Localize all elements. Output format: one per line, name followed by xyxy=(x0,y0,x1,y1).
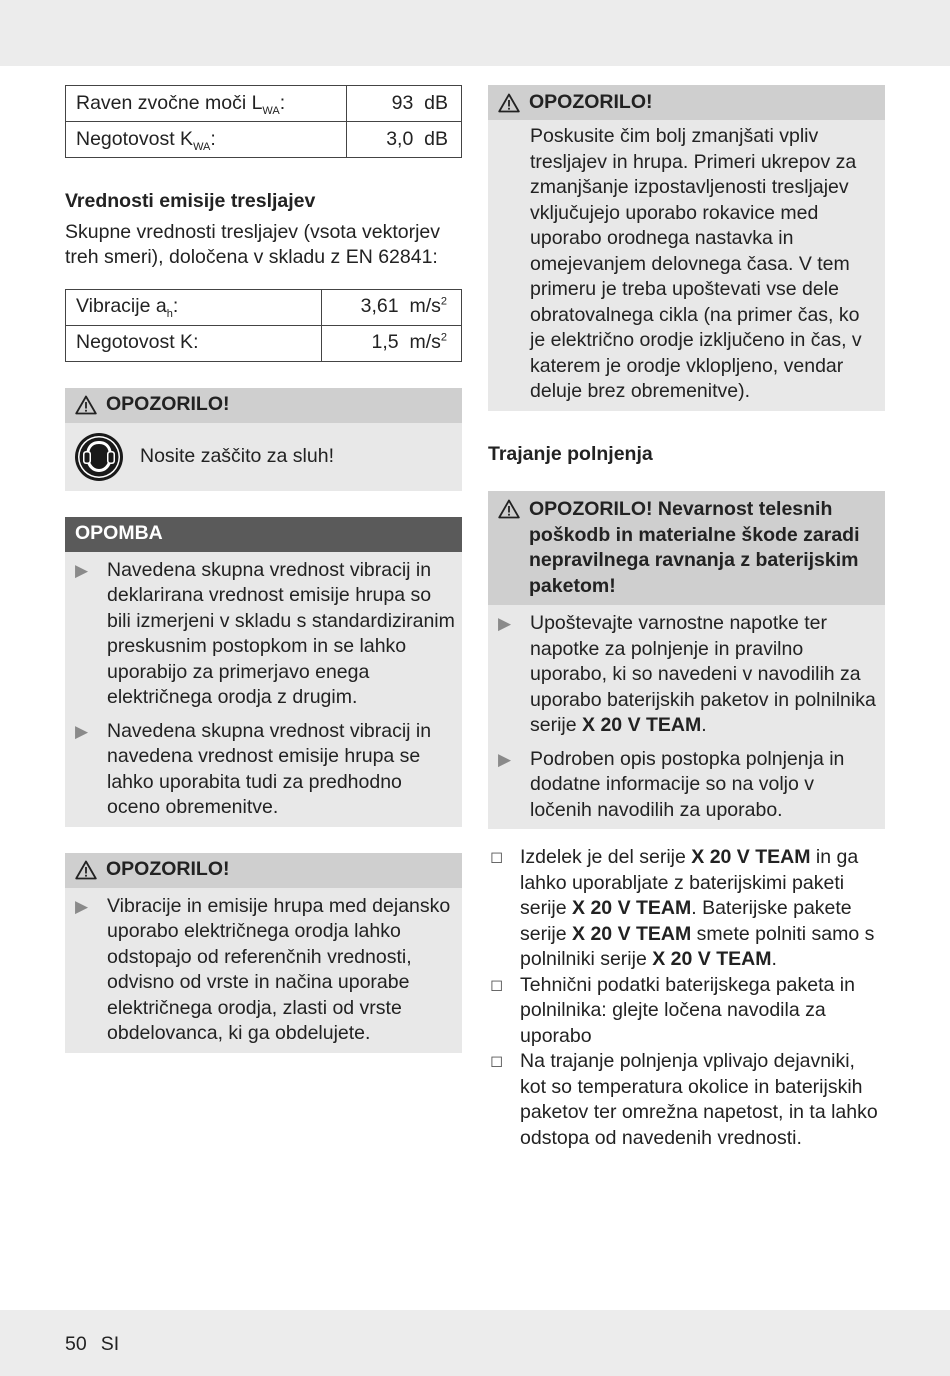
vibration-text: Skupne vrednosti tresljajev (vsota vektorjev treh smeri), določena v skladu z EN 62841: xyxy=(65,220,441,268)
checklist-item-text xyxy=(520,845,885,973)
arrow-bullet-icon: ▶ xyxy=(498,749,512,769)
noise-value: 93 dB xyxy=(347,86,462,122)
vibration-value: 1,5 m/s xyxy=(371,331,441,354)
page-footer xyxy=(65,1332,133,1358)
hearing-warning-box xyxy=(65,388,462,491)
vibration-label-suffix: : xyxy=(172,295,179,318)
warning-item-text xyxy=(530,611,879,739)
warning-triangle-icon xyxy=(498,499,520,519)
list-item xyxy=(488,605,885,739)
arrow-bullet-icon: ▶ xyxy=(75,721,89,741)
vibration-heading: Vrednosti emisije tresljajev xyxy=(65,190,316,212)
noise-label-cell xyxy=(66,122,347,158)
hearing-row xyxy=(65,423,462,491)
item-text: Izdelek je del serije xyxy=(520,846,692,868)
noise-label: Negotovost K xyxy=(76,127,194,150)
item-text: smete polniti samo s polnilniki serije xyxy=(520,922,875,970)
warning-item-text: Podroben opis postopka polnjenja in dodatne informacije so na voljo v ločenih navodilih za uporabo. xyxy=(530,747,845,821)
item-text: . xyxy=(701,714,707,736)
hearing-text: Nosite zaščito za sluh! xyxy=(140,444,335,467)
note-box xyxy=(65,517,462,827)
vibration-label: Vibracije a xyxy=(76,295,167,318)
list-item xyxy=(488,739,885,824)
note-item-text: Navedena skupna vrednost vibracij in deklarirana vrednost emisije hrupa so bili izmerjeni v skladu s standardiziranim preskusnim postopkom in se lahko uporabijo za primerjavo enega električnega orodja z drugim. xyxy=(107,558,455,708)
table-row xyxy=(66,122,462,158)
item-text: in ga lahko uporabljate z baterijskimi paketi serije xyxy=(520,846,859,919)
charging-warning-box xyxy=(488,491,885,829)
ear-protection-icon xyxy=(74,432,124,482)
page-number: 50 xyxy=(65,1333,87,1355)
vibration-label-cell xyxy=(66,325,322,361)
series-name: X 20 V TEAM xyxy=(572,922,692,945)
item-text: . Baterijske pakete serije xyxy=(520,897,852,945)
vibration-label: Negotovost K: xyxy=(76,331,199,354)
warning-header xyxy=(488,85,885,120)
noise-label-suffix: : xyxy=(279,91,286,114)
table-row xyxy=(66,289,462,325)
vibration-warning-box xyxy=(65,853,462,1053)
warning-header xyxy=(488,491,885,605)
checkbox-icon: ◻ xyxy=(490,849,504,866)
vibration-value-sup: 2 xyxy=(440,295,447,308)
item-text: Upoštevajte varnostne napotke ter napotke za polnjenje in pravilno uporabo, ki so navedeni v navodilih za uporabo baterijskih paketov in polnilnika serije xyxy=(530,612,876,736)
warning-title: OPOZORILO! xyxy=(106,858,230,881)
list-item xyxy=(488,1049,885,1151)
noise-table xyxy=(65,85,462,158)
warning-title: OPOZORILO! xyxy=(529,90,653,113)
vibration-value: 3,61 m/s xyxy=(360,295,441,318)
header-band xyxy=(0,0,950,66)
right-column xyxy=(488,85,885,1151)
list-item xyxy=(488,973,885,1050)
list-item xyxy=(65,711,462,821)
series-name: X 20 V TEAM xyxy=(572,897,692,919)
warning-item-text: Vibracije in emisije hrupa med dejansko uporabo električnega orodja lahko odstopajo od referenčnih vrednosti, odvisno od vrste in načina uporabe električnega orodja, zlasti od vrste obdelovanca, ki ga obdelujete. xyxy=(107,894,451,1044)
series-name: X 20 V TEAM xyxy=(582,714,702,736)
arrow-bullet-icon: ▶ xyxy=(75,560,89,580)
series-name: X 20 V TEAM xyxy=(691,846,811,868)
warning-triangle-icon xyxy=(75,860,97,880)
arrow-bullet-icon: ▶ xyxy=(75,896,89,916)
footer-band xyxy=(0,1310,950,1376)
warning-header xyxy=(65,388,462,423)
warning-header xyxy=(65,853,462,888)
list-item xyxy=(488,845,885,973)
vibration-label-cell xyxy=(66,289,322,325)
note-header: OPOMBA xyxy=(65,517,462,552)
warning-triangle-icon xyxy=(498,93,520,113)
list-item xyxy=(65,888,462,1047)
vibration-value-cell xyxy=(322,289,462,325)
warning-triangle-icon xyxy=(75,395,97,415)
warning-title: OPOZORILO! Nevarnost telesnih poškodb in materialne škode zaradi nepravilnega ravnanja z baterijskim paketom! xyxy=(529,498,860,597)
vibration-label-sub: h xyxy=(166,308,173,321)
note-item-text: Navedena skupna vrednost vibracij in navedena vrednost emisije hrupa se lahko uporabita tudi za predhodno oceno obremenitve. xyxy=(107,719,432,818)
checklist xyxy=(488,845,885,1151)
reduce-warning-box xyxy=(488,85,885,411)
arrow-bullet-icon: ▶ xyxy=(498,614,512,633)
noise-label-suffix: : xyxy=(210,127,216,150)
checkbox-icon: ◻ xyxy=(490,1053,504,1070)
language-code: SI xyxy=(100,1333,120,1355)
vibration-table xyxy=(65,289,462,362)
noise-label-sub: WA xyxy=(262,104,280,117)
series-name: X 20 V TEAM xyxy=(652,948,772,970)
item-text: . xyxy=(771,948,777,970)
table-row xyxy=(66,86,462,122)
vibration-value-cell xyxy=(322,325,462,361)
charging-heading: Trajanje polnjenja xyxy=(488,442,653,465)
vibration-value-sup: 2 xyxy=(440,331,447,344)
table-row xyxy=(66,325,462,361)
noise-label: Raven zvočne moči L xyxy=(76,91,263,114)
list-item xyxy=(65,552,462,711)
noise-label-cell xyxy=(66,86,347,122)
warning-title: OPOZORILO! xyxy=(106,393,230,416)
checklist-item-text: Na trajanje polnjenja vplivajo dejavniki, kot so temperatura okolice in baterijskih paketov ter omrežna napetost, in ta lahko odstopa od navedenih vrednosti. xyxy=(520,1050,878,1149)
checklist-item-text: Tehnični podatki baterijskega paketa in polnilnika: glejte ločena navodila za uporabo xyxy=(520,973,855,1047)
noise-value: 3,0 dB xyxy=(347,122,462,158)
noise-label-sub: WA xyxy=(193,140,211,153)
left-column xyxy=(65,85,462,1053)
reduce-warning-text: Poskusite čim bolj zmanjšati vpliv tresljajev in hrupa. Primeri ukrepov za zmanjšanje izpostavljenosti tresljajev vključujejo uporabo rokavice med uporabo orodnega nastavka in omejevanjem delovnega časa. V tem primeru je treba upoštevati vse dele obratovalnega cikla (na primer čas, ko je električno orodje izključeno in čas, v katerem je orodje vklopljeno, vendar deluje brez obremenitve). xyxy=(530,125,862,402)
checkbox-icon: ◻ xyxy=(490,976,504,994)
